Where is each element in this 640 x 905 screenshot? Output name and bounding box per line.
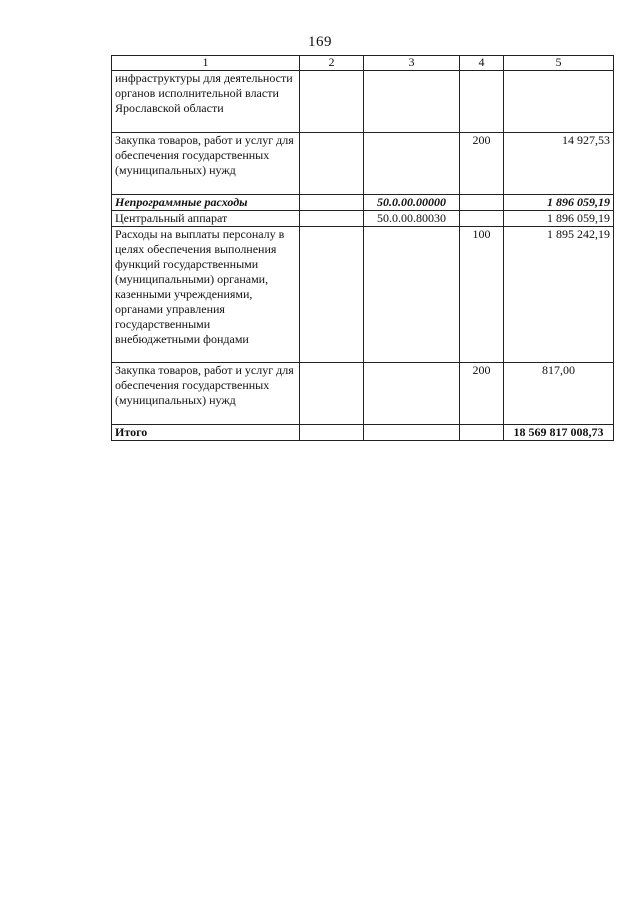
row-name: Закупка товаров, работ и услуг для обеспечения государственных (муниципальных) нужд [112,133,300,195]
row-amount: 14 927,53 [504,133,614,195]
row-type: 200 [460,133,504,195]
table-row [112,195,614,211]
row-col2 [300,425,364,441]
row-code: 50.0.00.00000 [364,195,460,211]
table-header-row [112,56,614,71]
row-code [364,133,460,195]
row-col2 [300,195,364,211]
row-type: 100 [460,227,504,363]
table-total-row [112,425,614,441]
row-col2 [300,363,364,425]
total-label: Итого [112,425,300,441]
row-amount: 817,00 [504,363,614,425]
table-row [112,71,614,133]
row-type [460,211,504,227]
row-type [460,195,504,211]
row-code [364,363,460,425]
row-name: Центральный аппарат [112,211,300,227]
row-code [364,227,460,363]
row-col2 [300,133,364,195]
row-name: инфраструктуры для деятельности органов исполнительной власти Ярославской области [112,71,300,133]
row-amount: 1 896 059,19 [504,195,614,211]
row-code: 50.0.00.80030 [364,211,460,227]
column-header: 1 [112,56,300,71]
table-row [112,363,614,425]
row-name: Закупка товаров, работ и услуг для обеспечения государственных (муниципальных) нужд [112,363,300,425]
budget-table [111,55,614,441]
total-amount: 18 569 817 008,73 [504,425,614,441]
row-col2 [300,227,364,363]
table-row [112,133,614,195]
table-row [112,211,614,227]
row-name: Непрограммные расходы [112,195,300,211]
row-code [364,425,460,441]
row-col2 [300,211,364,227]
row-amount: 1 895 242,19 [504,227,614,363]
table-row [112,227,614,363]
column-header: 3 [364,56,460,71]
row-amount: 1 896 059,19 [504,211,614,227]
column-header: 5 [504,56,614,71]
column-header: 2 [300,56,364,71]
row-type: 200 [460,363,504,425]
page-number: 169 [308,34,332,50]
column-header: 4 [460,56,504,71]
row-type [460,71,504,133]
row-code [364,71,460,133]
row-type [460,425,504,441]
row-col2 [300,71,364,133]
row-name: Расходы на выплаты персоналу в целях обеспечения выполнения функций государственными (муниципальными) органами, казенными учреждениями, органами управления государственными внебюджетными фондами [112,227,300,363]
row-amount [504,71,614,133]
